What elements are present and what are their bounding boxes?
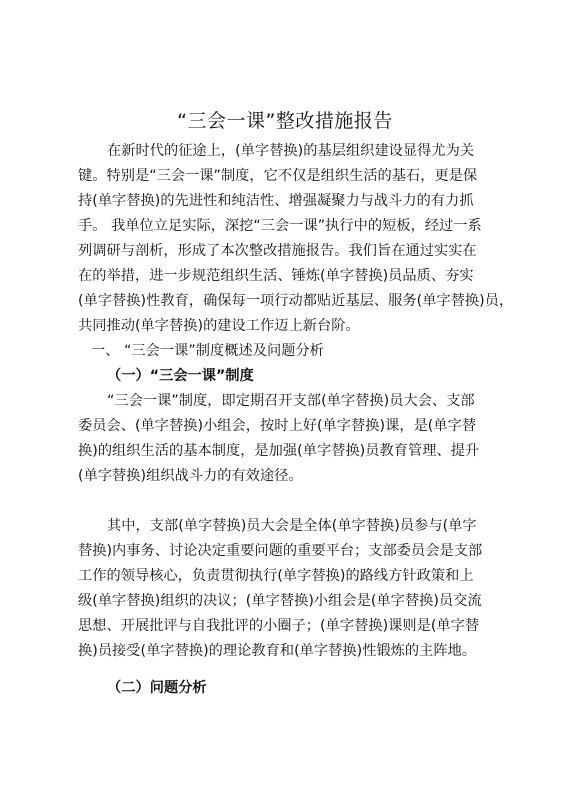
body-line: 换)的组织生活的基本制度，是加强(单字替换)员教育管理、提升 [78,443,480,459]
body-line: 委员会、(单字替换)小组会，按时上好(单字替换)课，是(单字替 [78,418,477,434]
subsection-heading: （一）“三会一课”制度 [107,368,254,384]
section-heading: 一、 “三会一课”制度概述及问题分析 [91,343,324,359]
body-line: (单字替换)组织战斗力的有效途径。 [78,468,303,484]
body-line: 共同推动(单字替换)的建设工作迈上新台阶。 [78,318,360,334]
body-line: 替换)内事务、讨论决定重要问题的重要平台；支部委员会是支部 [78,543,483,559]
body-line: 在新时代的征途上，(单字替换)的基层组织建设显得尤为关 [107,143,475,159]
body-line: “三会一课”制度，即定期召开支部(单字替换)员大会、支部 [107,393,475,409]
body-line: 持(单字替换)的先进性和纯洁性、增强凝聚力与战斗力的有力抓 [78,193,474,209]
body-line: 列调研与剖析，形成了本次整改措施报告。我们旨在通过实实在 [78,243,477,259]
subsection-heading: （二）问题分析 [107,680,207,696]
body-line: (单字替换)性教育，确保每一项行动都贴近基层、服务(单字替换)员， [78,293,514,309]
body-line: 工作的领导核心，负责贯彻执行(单字替换)的路线方针政策和上 [78,568,474,584]
body-line: 在的举措，进一步规范组织生活、锤炼(单字替换)员品质、夯实 [78,268,474,284]
body-line: 级(单字替换)组织的决议；(单字替换)小组会是(单字替换)员交流 [78,593,482,609]
body-line: 其中，支部(单字替换)员大会是全体(单字替换)员参与(单字 [107,518,477,534]
document-title: “三会一课”整改措施报告 [177,110,393,132]
body-line: 手。 我单位立足实际，深挖“三会一课”执行中的短板，经过一系 [78,218,482,234]
body-line: 键。特别是“三会一课”制度，它不仅是组织生活的基石，更是保 [78,168,478,184]
body-line: 换)员接受(单字替换)的理论教育和(单字替换)性锻炼的主阵地。 [78,643,477,659]
body-line: 思想、开展批评与自我批评的小圈子；(单字替换)课则是(单字替 [78,618,480,634]
